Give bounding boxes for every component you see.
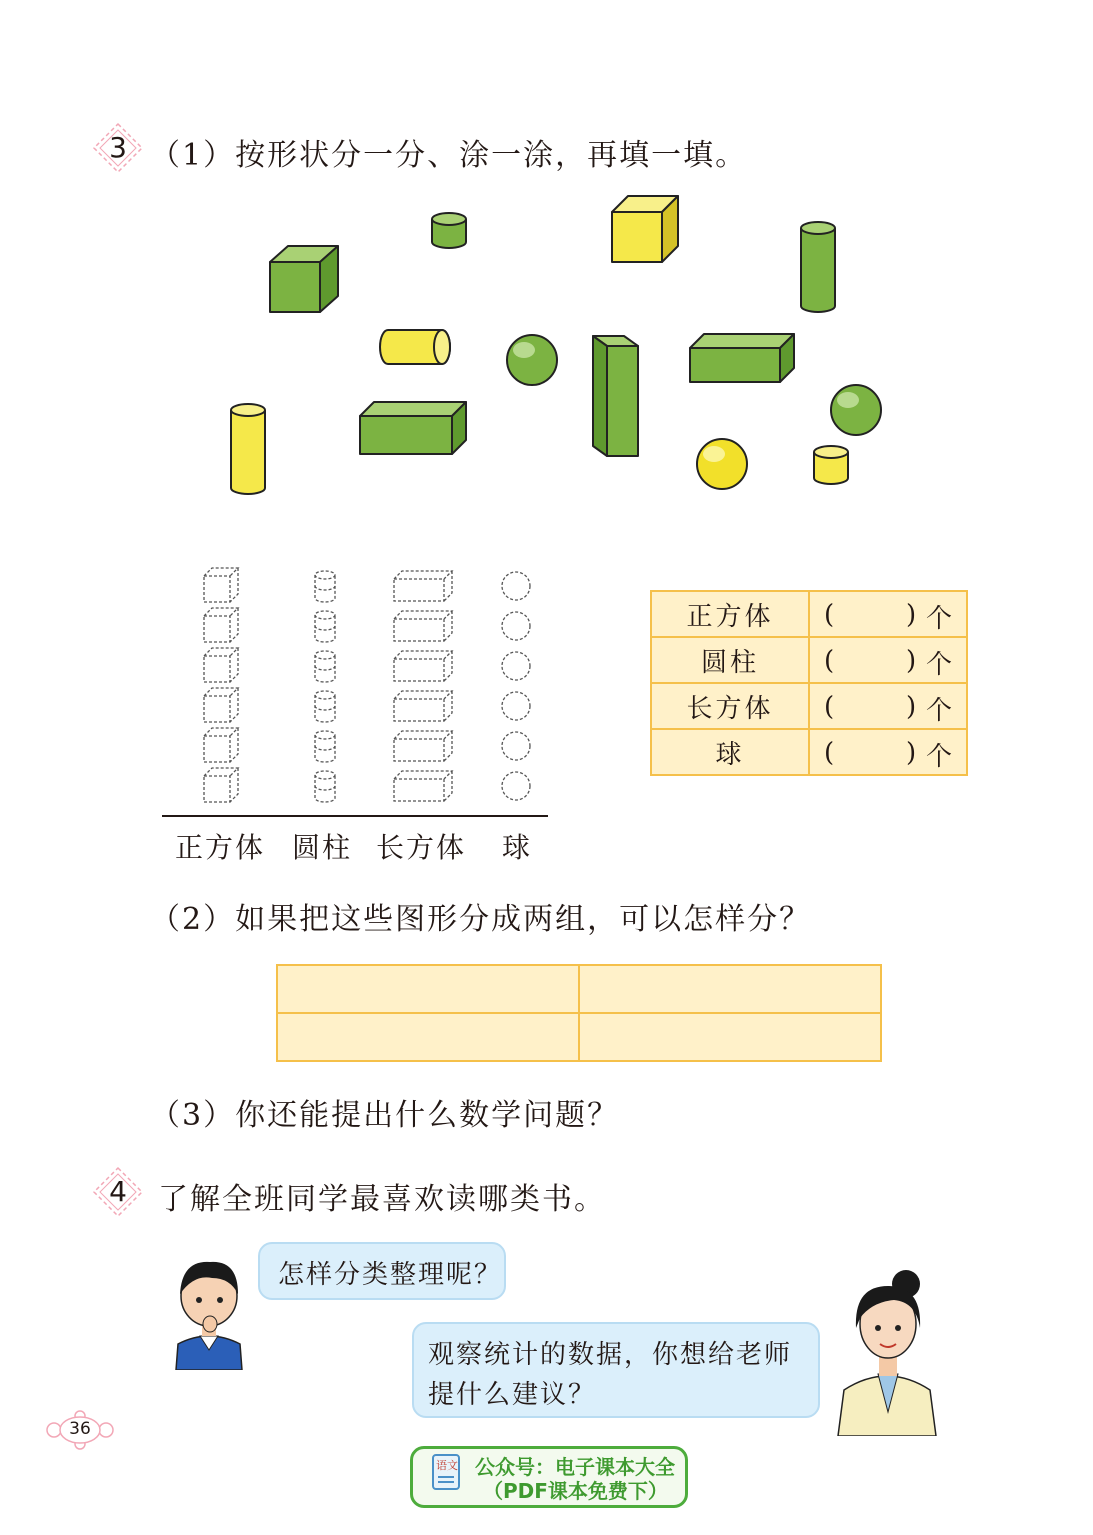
shape-pictograph (160, 562, 560, 820)
cube-yellow (612, 196, 678, 262)
cylinder-yellow-small (814, 446, 848, 484)
axis-label-cube: 正方体 (175, 831, 266, 864)
answer-blank-cylinder[interactable]: ( ) 个 (809, 637, 967, 683)
table-cell-shape: 长方体 (651, 683, 809, 729)
answer-blank-cuboid[interactable]: ( ) 个 (809, 683, 967, 729)
shape-count-table (650, 590, 968, 776)
q3-part2-text: （2）如果把这些图形分成两组，可以怎样分？ (150, 902, 812, 937)
table-cell-shape: 球 (651, 729, 809, 775)
grouping-answer-table (276, 964, 882, 1062)
axis-label-cylinder: 圆柱 (292, 831, 353, 864)
q3-part3-text: （3）你还能提出什么数学问题？ (150, 1098, 620, 1133)
question-number-3: 3 (109, 131, 127, 164)
table-row (651, 683, 967, 729)
cube-column-outlines (204, 568, 238, 802)
group-answer-cell[interactable] (579, 1013, 881, 1061)
table-cell-shape: 正方体 (651, 591, 809, 637)
group-answer-cell[interactable] (579, 965, 881, 1013)
question-number-badge-4 (92, 1166, 144, 1218)
table-row (651, 637, 967, 683)
cylinder-green-small (432, 213, 466, 248)
teacher-speech-bubble (412, 1322, 820, 1418)
table-row (277, 965, 881, 1013)
question-number-badge-3 (92, 122, 144, 174)
axis-label-sphere: 球 (502, 831, 533, 864)
cube-green-1 (270, 246, 338, 312)
watermark-line1: 公众号：电子课本大全 (475, 1455, 675, 1479)
teacher-character-illustration (832, 1262, 942, 1436)
teacher-bubble-line2: 提什么建议？ (428, 1380, 597, 1410)
watermark-line2: （PDF课本免费下） (483, 1479, 668, 1503)
sphere-green-2 (831, 385, 881, 435)
cylinder-green-tall (801, 222, 835, 312)
answer-blank-cube[interactable]: ( ) 个 (809, 591, 967, 637)
q4-text: 了解全班同学最喜欢读哪类书。 (158, 1182, 606, 1217)
cuboid-green-vertical (593, 336, 638, 456)
cylinder-column-outlines (315, 571, 335, 802)
sphere-green-1 (507, 335, 557, 385)
cuboid-green-flat (360, 402, 466, 454)
table-row (651, 591, 967, 637)
q3-part1-text: （1）按形状分一分、涂一涂，再填一填。 (150, 138, 748, 173)
answer-blank-sphere[interactable]: ( ) 个 (809, 729, 967, 775)
cylinder-yellow-horizontal (380, 330, 450, 364)
boy-speech-bubble (258, 1242, 506, 1300)
boy-bubble-text: 怎样分类整理呢？ (278, 1260, 503, 1290)
cylinder-yellow-vertical (231, 404, 265, 494)
table-row (651, 729, 967, 775)
cuboid-column-outlines (394, 571, 452, 801)
table-row (277, 1013, 881, 1061)
icon-label: 语文 (436, 1459, 458, 1472)
page-number: 36 (69, 1419, 91, 1439)
cuboid-green-long (690, 334, 794, 382)
solid-shapes-illustration (200, 190, 920, 510)
table-cell-shape: 圆柱 (651, 637, 809, 683)
group-answer-cell[interactable] (277, 1013, 579, 1061)
watermark-banner (410, 1446, 688, 1508)
sphere-yellow (697, 439, 747, 489)
boy-character-illustration (164, 1248, 254, 1370)
group-answer-cell[interactable] (277, 965, 579, 1013)
page-number-badge (44, 1410, 116, 1450)
sphere-column-outlines (502, 572, 530, 800)
axis-label-cuboid: 长方体 (376, 831, 467, 864)
question-number-4: 4 (109, 1175, 127, 1208)
teacher-bubble-line1: 观察统计的数据，你想给老师 (428, 1340, 793, 1370)
